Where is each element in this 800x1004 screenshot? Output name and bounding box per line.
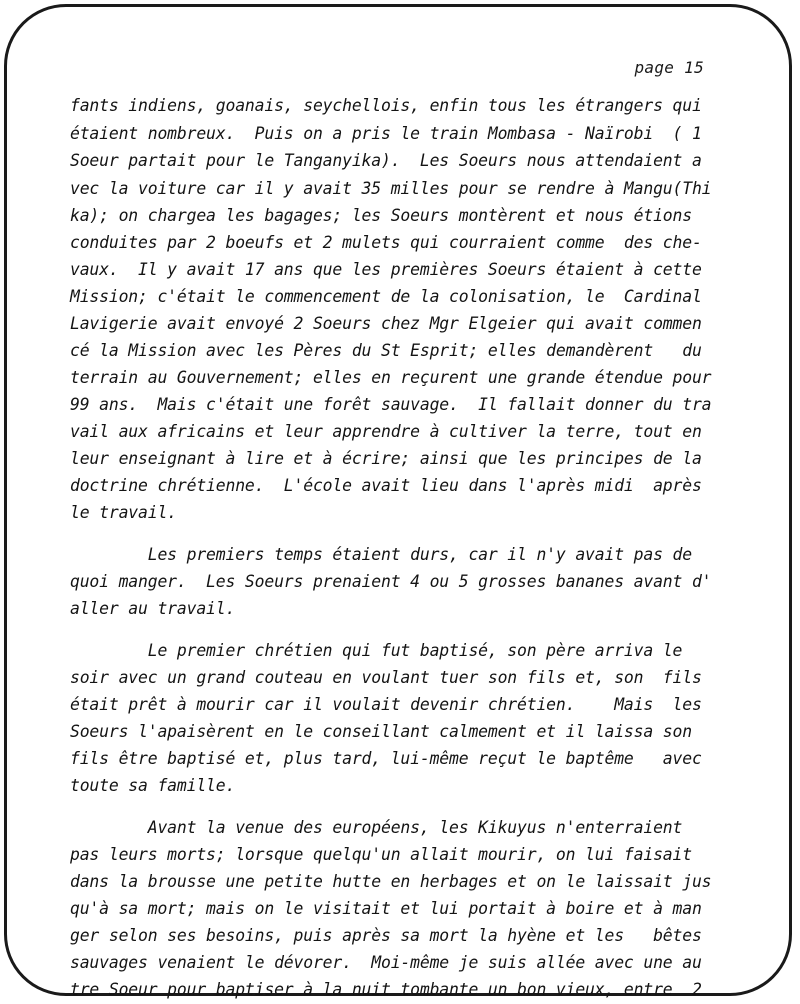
text-line: aller au travail. [70,599,236,618]
text-line: pas leurs morts; lorsque quelqu'un allait mourir, on lui faisait [70,845,692,864]
text-line: Les premiers temps étaient durs, car il n'y avait pas de [70,545,692,564]
page-number: page 15 [634,58,704,77]
text-line: fants indiens, goanais, seychellois, enfin tous les étrangers qui [70,96,702,115]
text-line: vail aux africains et leur apprendre à cultiver la terre, tout en [70,422,702,441]
text-line: doctrine chrétienne. L'école avait lieu dans l'après midi après [70,476,702,495]
text-line: le travail. [70,503,177,522]
text-line: soir avec un grand couteau en voulant tuer son fils et, son fils [70,668,702,687]
text-line: ger selon ses besoins, puis après sa mort la hyène et les bêtes [70,926,702,945]
text-line: dans la brousse une petite hutte en herbages et on le laissait jus [70,872,712,891]
text-line: 99 ans. Mais c'était une forêt sauvage. Il fallait donner du tra [70,395,712,414]
text-line: était prêt à mourir car il voulait devenir chrétien. Mais les [70,695,702,714]
text-line: ka); on chargea les bagages; les Soeurs montèrent et nous étions [70,206,692,225]
text-line: fils être baptisé et, plus tard, lui-même reçut le baptême avec [70,749,702,768]
text-line: Soeurs l'apaisèrent en le conseillant calmement et il laissa son [70,722,692,741]
text-line: leur enseignant à lire et à écrire; ainsi que les principes de la [70,449,702,468]
text-line: cé la Mission avec les Pères du St Esprit; elles demandèrent du [70,341,702,360]
text-line: terrain au Gouvernement; elles en reçurent une grande étendue pour [70,368,712,387]
text-line: qu'à sa mort; mais on le visitait et lui portait à boire et à man [70,899,702,918]
text-line: vec la voiture car il y avait 35 milles pour se rendre à Mangu(Thi [70,179,712,198]
text-line: Le premier chrétien qui fut baptisé, son père arriva le [70,641,683,660]
text-line: vaux. Il y avait 17 ans que les premières Soeurs étaient à cette [70,260,702,279]
text-line: étaient nombreux. Puis on a pris le train Mombasa - Naïrobi ( 1 [70,124,702,143]
text-line: Lavigerie avait envoyé 2 Soeurs chez Mgr Elgeier qui avait commen [70,314,702,333]
text-line: toute sa famille. [70,776,236,795]
text-line: sauvages venaient le dévorer. Moi-même je suis allée avec une au [70,953,702,972]
text-line: Mission; c'était le commencement de la colonisation, le Cardinal [70,287,702,306]
text-line: quoi manger. Les Soeurs prenaient 4 ou 5 grosses bananes avant d' [70,572,712,591]
text-line: conduites par 2 boeufs et 2 mulets qui courraient comme des che- [70,233,702,252]
text-line: Avant la venue des européens, les Kikuyus n'enterraient [70,818,683,837]
text-line: tre Soeur pour baptiser à la nuit tombante un bon vieux, entre 2 [70,980,702,999]
text-line: Soeur partait pour le Tanganyika). Les Soeurs nous attendaient a [70,151,702,170]
